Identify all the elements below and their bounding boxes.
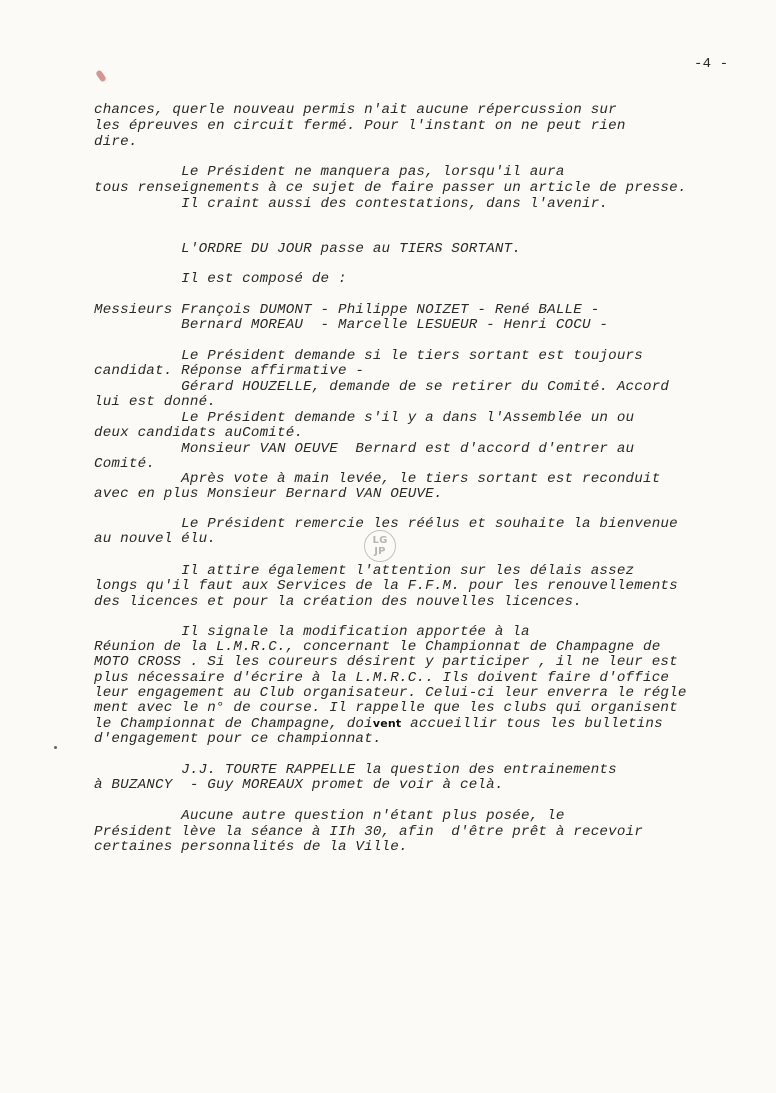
text-line: tous renseignements à ce sujet de faire passer un article de presse. — [94, 180, 687, 196]
speck — [54, 746, 57, 749]
text-line: Aucune autre question n'étant plus posée, le — [94, 808, 565, 824]
text-line: Président lève la séance à IIh 30, afin d'être prêt à recevoir — [94, 824, 643, 840]
text-line: Il attire également l'attention sur les délais assez — [94, 563, 635, 579]
watermark-stamp: LG JP — [364, 530, 396, 562]
text-line: deux candidats auComité. — [94, 425, 304, 441]
text-line-start: le Championnat de Champagne, doi — [94, 716, 373, 732]
text-line: Gérard HOUZELLE, demande de se retirer du Comité. Accord — [94, 379, 670, 395]
text-line: longs qu'il faut aux Services de la F.F.M. pour les renouvellements — [94, 578, 678, 594]
text-line: Après vote à main levée, le tiers sortant est reconduit — [94, 471, 661, 487]
text-line: avec en plus Monsieur Bernard VAN OEUVE. — [94, 486, 443, 502]
text-line: Le Président ne manquera pas, lorsqu'il aura — [94, 164, 565, 180]
text-line: Réunion de la L.M.R.C., concernant le Championnat de Champagne de — [94, 639, 661, 655]
text-line: lui est donné. — [94, 394, 216, 410]
ink-mark — [95, 69, 107, 82]
handwritten-correction: vent — [372, 717, 402, 730]
text-line: Il craint aussi des contestations, dans l'avenir. — [94, 196, 609, 212]
text-line: Il est composé de : — [94, 271, 347, 287]
text-line: dire. — [94, 134, 138, 150]
text-line: candidat. Réponse affirmative - — [94, 363, 365, 379]
text-line: Messieurs François DUMONT - Philippe NOIZET - René BALLE - — [94, 302, 600, 318]
text-line: leur engagement au Club organisateur. Celui-ci leur enverra le régle — [94, 685, 687, 701]
text-line: Le Président demande si le tiers sortant est toujours — [94, 348, 643, 364]
text-line: les épreuves en circuit fermé. Pour l'instant on ne peut rien — [94, 118, 626, 134]
text-line: ment avec le n° de course. Il rappelle que les clubs qui organisent — [94, 700, 678, 716]
page-number: -4 - — [694, 56, 729, 72]
text-line: plus nécessaire d'écrire à la L.M.R.C.. Ils doivent faire d'office — [94, 670, 670, 686]
text-line: Le Président remercie les réélus et souhaite la bienvenue — [94, 516, 678, 532]
text-line — [94, 716, 663, 732]
text-line: J.J. TOURTE RAPPELLE la question des entrainements — [94, 762, 617, 778]
text-line: Il signale la modification apportée à la — [94, 624, 530, 640]
text-line: d'engagement pour ce championnat. — [94, 731, 382, 747]
text-line: Comité. — [94, 456, 155, 472]
text-line: certaines personnalités de la Ville. — [94, 839, 408, 855]
text-line: Bernard MOREAU - Marcelle LESUEUR - Henri COCU - — [94, 317, 609, 333]
text-line: chances, querle nouveau permis n'ait aucune répercussion sur — [94, 102, 617, 118]
text-line: Le Président demande s'il y a dans l'Assemblée un ou — [94, 410, 635, 426]
text-line: à BUZANCY - Guy MOREAUX promet de voir à celà. — [94, 777, 504, 793]
text-line-end: accueillir tous les bulletins — [401, 716, 663, 732]
text-line: des licences et pour la création des nouvelles licences. — [94, 594, 582, 610]
text-line: L'ORDRE DU JOUR passe au TIERS SORTANT. — [94, 241, 521, 257]
text-line: au nouvel élu. — [94, 531, 216, 547]
text-line: MOTO CROSS . Si les coureurs désirent y participer , il ne leur est — [94, 654, 678, 670]
text-line: Monsieur VAN OEUVE Bernard est d'accord d'entrer au — [94, 441, 635, 457]
